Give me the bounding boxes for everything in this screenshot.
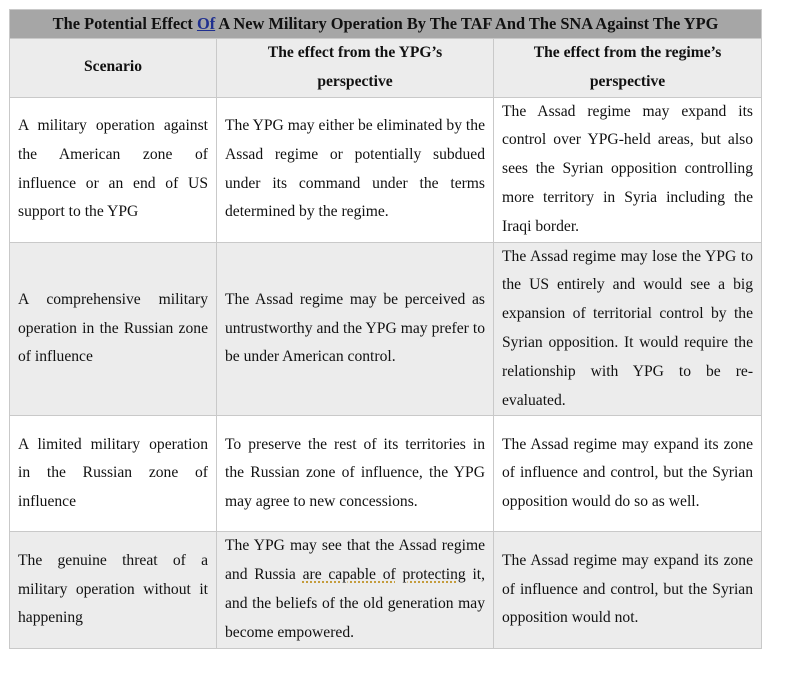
table-row [10, 416, 762, 532]
proofing-underline-text: protecting [402, 566, 466, 584]
header-regime-line2: perspective [589, 72, 666, 90]
ypg-text-part: it, and the beliefs of the old generation may become empowered. [225, 566, 486, 641]
title-text-end: A New Military Operation By The TAF And The SNA Against The YPG [215, 14, 719, 33]
title-text-start: The Potential Effect [52, 14, 197, 33]
regime-effect-cell: The Assad regime may lose the YPG to the US entirely and would see a big expansion of territorial control by the Syrian opposition. It would require the relationship with YPG to be re-evaluated. [494, 242, 762, 416]
header-ypg-line2: perspective [317, 72, 393, 90]
title-of-link: Of [196, 14, 216, 33]
ypg-text-part: The YPG may see that the Assad regime and Russia [225, 537, 485, 584]
regime-effect-cell: The Assad regime may expand its zone of influence and control, but the Syrian opposition would not. [494, 532, 762, 648]
ypg-effect-cell: The YPG may either be eliminated by the Assad regime or potentially subdued under its command under the terms determined by the regime. [217, 97, 494, 242]
header-ypg-perspective [217, 39, 494, 98]
table-row [10, 532, 762, 648]
header-regime-perspective [494, 39, 762, 98]
table-title [10, 10, 762, 39]
scenario-cell: A limited military operation in the Russian zone of influence [10, 416, 217, 532]
ypg-effect-cell: To preserve the rest of its territories in the Russian zone of influence, the YPG may agree to new concessions. [217, 416, 494, 532]
effects-table [9, 9, 762, 649]
regime-effect-cell: The Assad regime may expand its zone of influence and control, but the Syrian opposition would do so as well. [494, 416, 762, 532]
scenario-cell: The genuine threat of a military operation without it happening [10, 532, 217, 648]
header-scenario: Scenario [10, 39, 217, 98]
ypg-effect-cell: The Assad regime may be perceived as untrustworthy and the YPG may prefer to be under American control. [217, 242, 494, 416]
header-regime-line1: The effect from the regime’s [533, 44, 722, 61]
regime-effect-cell: The Assad regime may expand its control over YPG-held areas, but also sees the Syrian opposition controlling more territory in Syria including the Iraqi border. [494, 97, 762, 242]
table-row [10, 242, 762, 416]
scenario-cell: A comprehensive military operation in the Russian zone of influence [10, 242, 217, 416]
ypg-effect-cell [217, 532, 494, 648]
header-ypg-line1: The effect from the YPG’s [267, 44, 443, 61]
scenario-cell: A military operation against the American zone of influence or an end of US support to the YPG [10, 97, 217, 242]
table-title-row [10, 10, 762, 39]
table-header-row [10, 39, 762, 98]
proofing-underline-text: are capable of [302, 566, 396, 584]
table-row [10, 97, 762, 242]
